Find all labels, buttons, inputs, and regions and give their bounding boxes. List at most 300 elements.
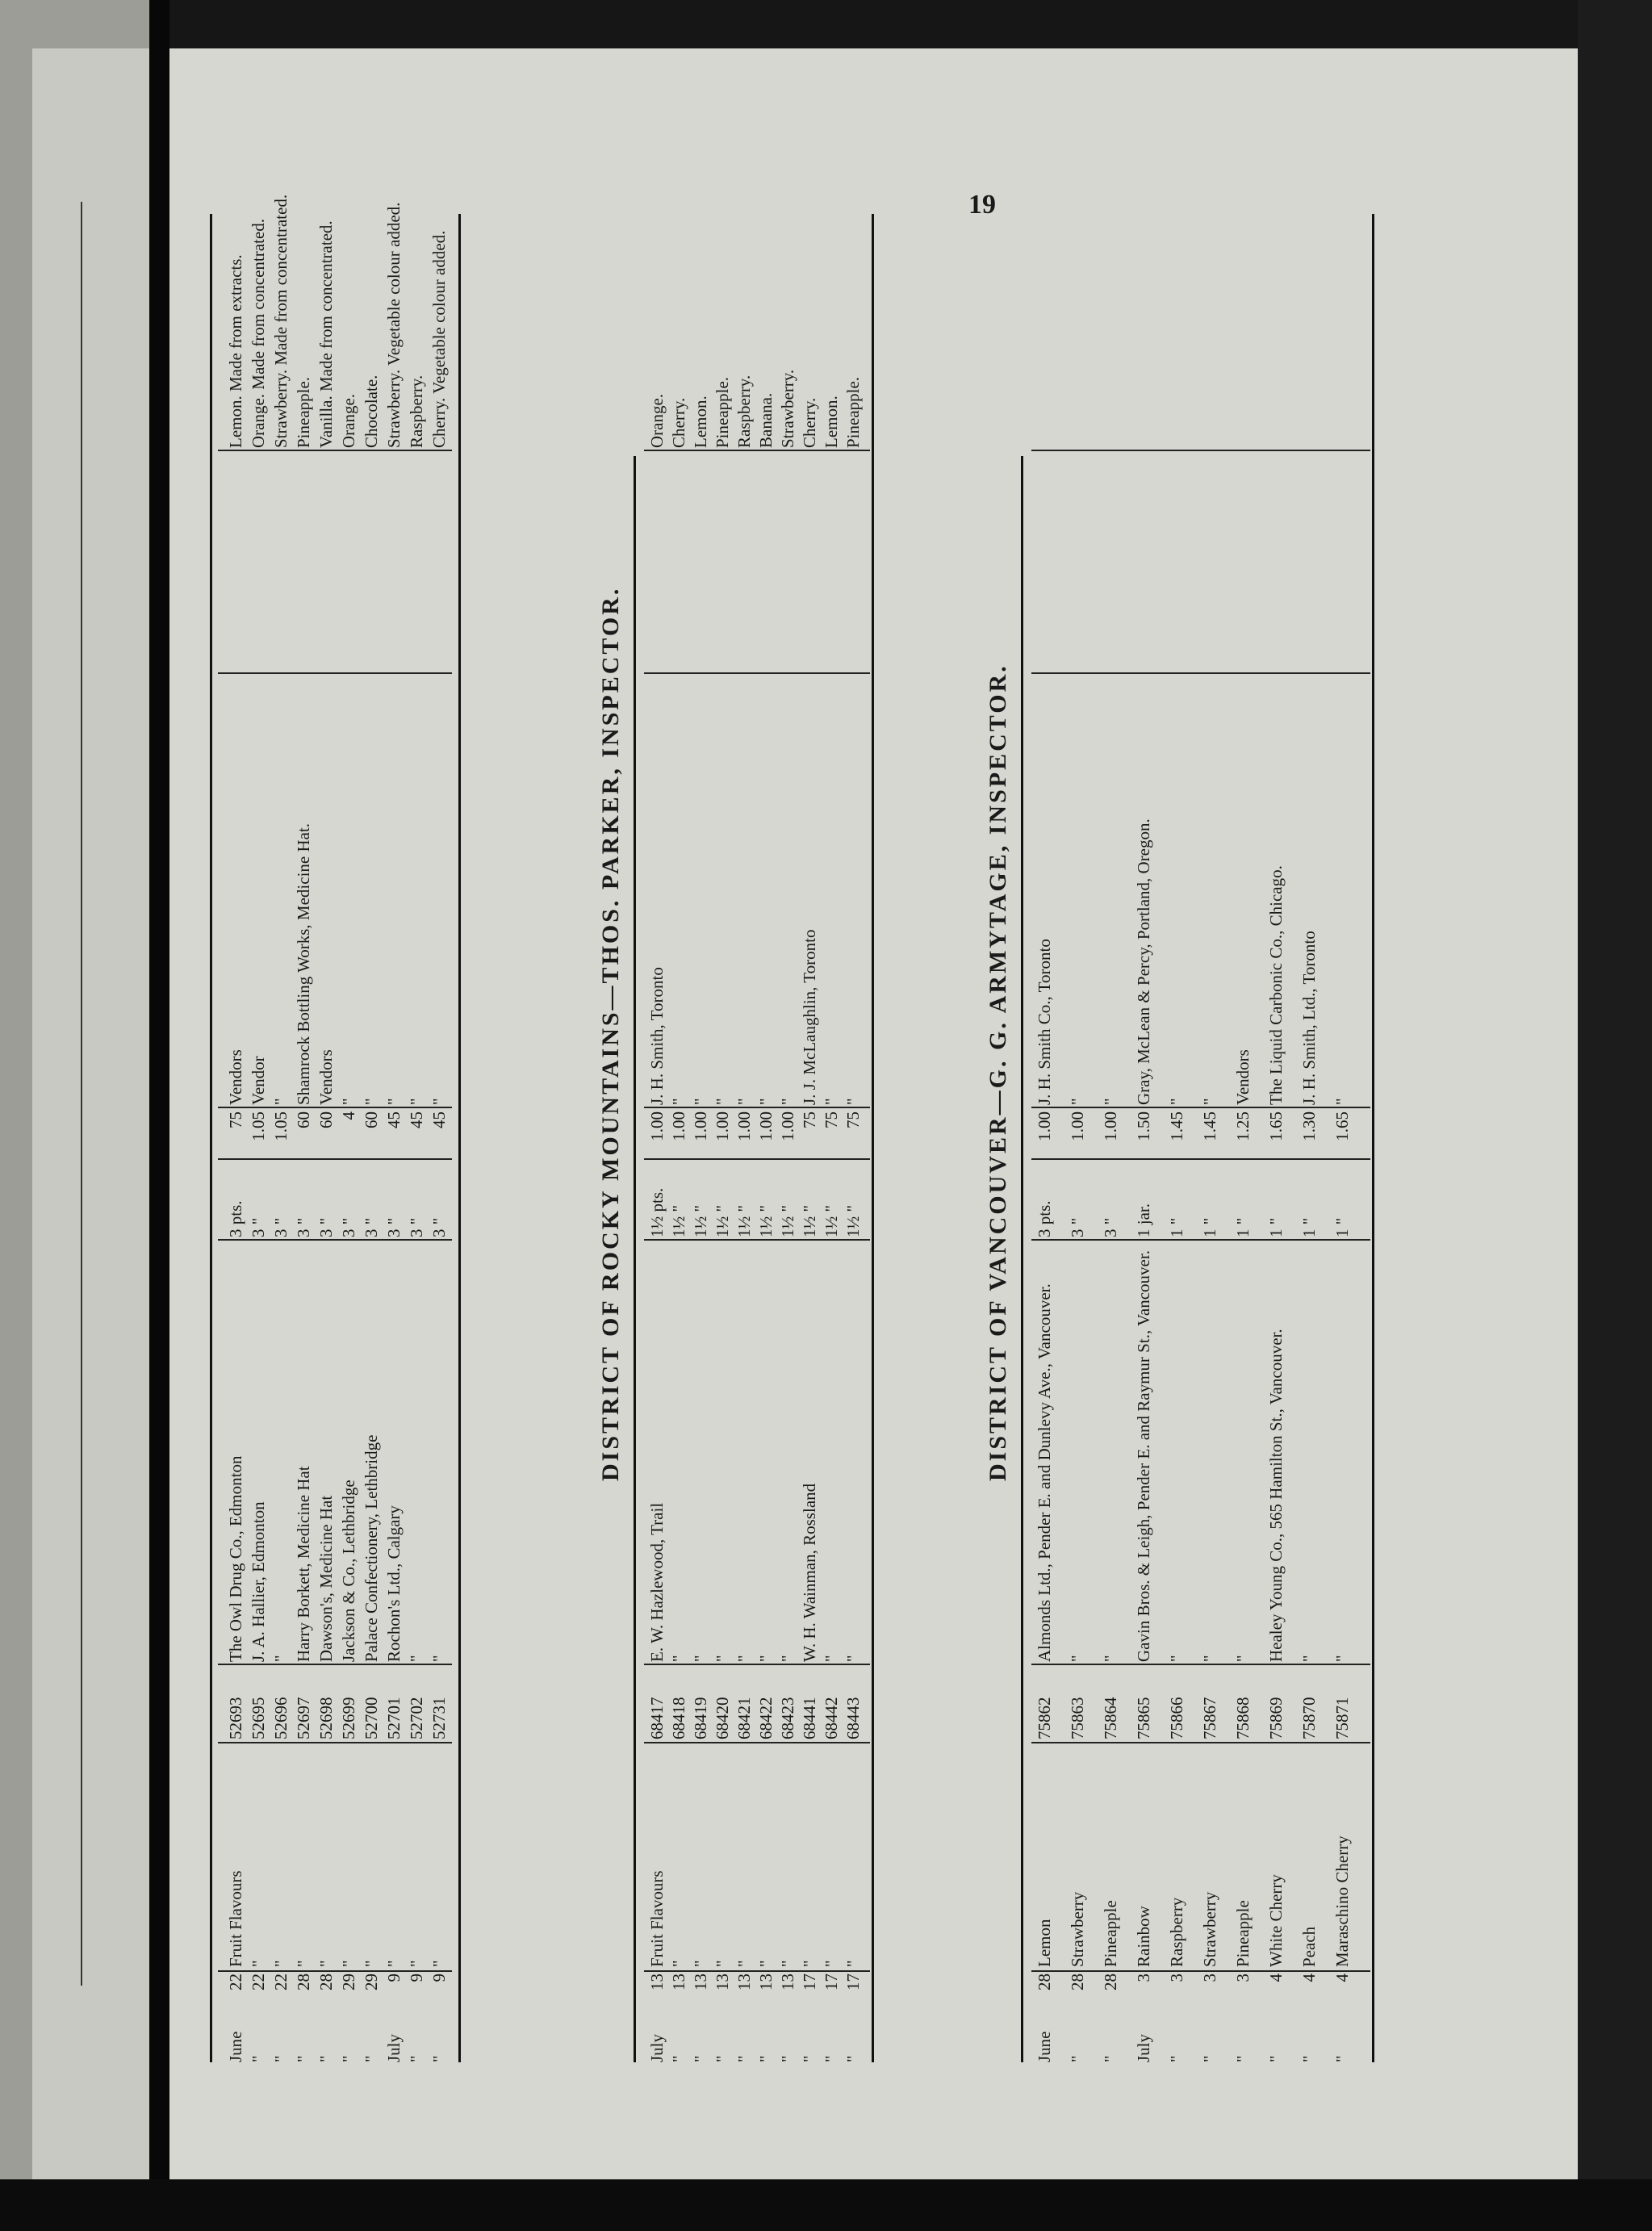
cell-maker: Vendors [316,1049,336,1105]
cell-price: 4 [339,1111,358,1120]
cell-article: " [691,1960,710,1967]
table-row [1134,214,1153,2062]
cell-dealer: " [271,1655,291,1662]
cell-qty: 1½ " [734,1204,754,1237]
cell-remarks: Orange. [647,393,667,448]
cell-month: " [778,2055,797,2062]
cell-month: " [362,2055,381,2062]
cell-no: 52699 [339,1697,358,1739]
cell-article: " [734,1960,754,1967]
cell-price: 75 [800,1111,819,1128]
cell-qty: 1½ " [756,1204,776,1237]
cell-day: 3 [1233,1974,1253,1982]
table-row [1332,214,1352,2062]
cell-day: 13 [691,1974,710,1990]
cell-maker: " [1167,1098,1186,1105]
cell-maker: " [713,1098,732,1105]
cell-month: " [271,2055,291,2062]
cell-remarks: Cherry. Vegetable colour added. [429,230,449,448]
cell-price: 1.00 [691,1111,710,1141]
cell-remarks: Orange. Made from concentrated. [249,219,268,448]
cell-no: 75868 [1233,1697,1253,1739]
cell-day: 9 [384,1974,404,1982]
previous-page-paper [32,48,149,2179]
table-row [800,214,819,2062]
column-rule [644,672,870,674]
cell-article: Fruit Flavours [226,1870,245,1967]
cell-month: " [713,2055,732,2062]
column-rule [1031,1970,1370,1972]
cell-month: " [756,2055,776,2062]
cell-remarks: Lemon. Made from extracts. [226,254,245,448]
cell-month: " [1332,2055,1352,2062]
cell-no: 68441 [800,1697,819,1739]
cell-dealer: J. A. Hallier, Edmonton [249,1501,268,1662]
cell-day: 17 [800,1974,819,1990]
cell-price: 45 [407,1111,426,1128]
table-row [1233,214,1253,2062]
cell-price: 45 [384,1111,404,1128]
cell-price: 1.25 [1233,1111,1253,1141]
cell-price: 1.00 [778,1111,797,1141]
cell-remarks: Vanilla. Made from concentrated. [316,220,336,448]
cell-article: " [316,1960,336,1967]
page-gutter [149,0,169,2231]
cell-dealer: Jackson & Co., Lethbridge [339,1480,358,1662]
cell-dealer: Dawson's, Medicine Hat [316,1495,336,1662]
cell-maker: " [1200,1098,1219,1105]
table-row [1068,214,1087,2062]
cell-no: 52698 [316,1697,336,1739]
cell-price: 75 [226,1111,245,1128]
cell-no: 75862 [1035,1697,1054,1739]
cell-day: 3 [1167,1974,1186,1982]
cell-price: 75 [822,1111,841,1128]
table-row [734,214,754,2062]
cell-no: 75866 [1167,1697,1186,1739]
cell-no: 52697 [294,1697,313,1739]
table-row [249,214,268,2062]
cell-qty: 3 " [384,1217,404,1237]
cell-dealer: Almonds Ltd., Pender E. and Dunlevy Ave., Vancouver. [1035,1283,1054,1662]
cell-qty: 1½ " [800,1204,819,1237]
cell-qty: 1½ " [669,1204,688,1237]
column-rule [1031,672,1370,674]
cell-maker: J. H. Smith Co., Toronto [1035,939,1054,1105]
cell-remarks: Cherry. [800,397,819,448]
cell-maker: " [1332,1098,1352,1105]
cell-no: 68418 [669,1697,688,1739]
cell-article: " [294,1960,313,1967]
cell-maker: Shamrock Bottling Works, Medicine Hat. [294,822,313,1105]
cell-day: 4 [1332,1974,1352,1982]
cell-price: 1.30 [1299,1111,1319,1141]
column-rule [644,1664,870,1665]
cell-price: 1.00 [713,1111,732,1141]
cell-maker: " [822,1098,841,1105]
cell-article: " [756,1960,776,1967]
cell-no: 68417 [647,1697,667,1739]
cell-no: 75863 [1068,1697,1087,1739]
cell-no: 68420 [713,1697,732,1739]
column-rule [218,1239,452,1241]
cell-qty: 3 " [316,1217,336,1237]
cell-article: " [271,1960,291,1967]
cell-day: 29 [339,1974,358,1990]
cell-maker: " [271,1098,291,1105]
cell-maker: " [429,1098,449,1105]
cell-day: 22 [271,1974,291,1990]
cell-dealer: " [1299,1655,1319,1662]
cell-article: " [384,1960,404,1967]
cell-month: " [800,2055,819,2062]
cell-day: 17 [843,1974,863,1990]
cell-no: 52701 [384,1697,404,1739]
cell-price: 60 [362,1111,381,1128]
cell-dealer: " [1233,1655,1253,1662]
cell-article: Pineapple [1233,1900,1253,1967]
cell-dealer: " [1101,1655,1120,1662]
table-row [429,214,449,2062]
cell-no: 68423 [778,1697,797,1739]
cell-remarks: Orange. [339,393,358,448]
cell-dealer: The Owl Drug Co., Edmonton [226,1455,245,1662]
rotated-table-block [218,194,1388,2062]
cell-no: 52696 [271,1697,291,1739]
column-rule [218,1158,452,1160]
cell-dealer: " [429,1655,449,1662]
previous-page-edge [0,0,149,2231]
cell-qty: 1 " [1233,1217,1253,1237]
section-top-rule [210,214,212,2062]
cell-price: 45 [429,1111,449,1128]
cell-no: 75870 [1299,1697,1319,1739]
cell-maker: " [384,1098,404,1105]
cell-maker: Gray, McLean & Percy, Portland, Oregon. [1134,818,1153,1105]
cell-dealer: " [734,1655,754,1662]
cell-price: 1.50 [1134,1111,1153,1141]
table-row [294,214,313,2062]
cell-no: 75867 [1200,1697,1219,1739]
table-row [362,214,381,2062]
cell-month: June [1035,2031,1054,2062]
cell-price: 75 [843,1111,863,1128]
cell-article: " [249,1960,268,1967]
cell-article: Peach [1299,1926,1319,1967]
cell-maker: Vendors [1233,1049,1253,1105]
cell-qty: 1½ " [713,1204,732,1237]
cell-maker: " [734,1098,754,1105]
cell-month: " [316,2055,336,2062]
cell-qty: 1½ " [822,1204,841,1237]
page-bottom-edge [0,2179,1652,2231]
cell-price: 1.65 [1332,1111,1352,1141]
table-row [1101,214,1120,2062]
table-row [691,214,710,2062]
cell-article: Pineapple [1101,1900,1120,1967]
cell-remarks: Pineapple. [294,376,313,448]
cell-maker: J. H. Smith, Ltd., Toronto [1299,931,1319,1105]
cell-qty: 1 " [1266,1217,1286,1237]
column-rule [644,450,870,451]
cell-qty: 1½ " [843,1204,863,1237]
cell-day: 13 [756,1974,776,1990]
cell-month: " [691,2055,710,2062]
cell-article: " [429,1960,449,1967]
cell-no: 68442 [822,1697,841,1739]
cell-qty: 3 " [339,1217,358,1237]
table-row [1266,214,1286,2062]
cell-day: 22 [226,1974,245,1990]
cell-price: 1.05 [271,1111,291,1141]
cell-day: 28 [316,1974,336,1990]
section-top-rule [1021,456,1023,2062]
cell-remarks: Lemon. [822,396,841,448]
column-rule [1031,1664,1370,1665]
cell-no: 52695 [249,1697,268,1739]
column-rule [644,1239,870,1241]
cell-no: 52693 [226,1697,245,1739]
cell-price: 1.00 [756,1111,776,1141]
section-bottom-rule [1372,214,1374,2062]
cell-day: 28 [1035,1974,1054,1990]
cell-dealer: " [756,1655,776,1662]
table-row [271,194,291,2062]
cell-day: 17 [822,1974,841,1990]
cell-maker: " [339,1098,358,1105]
cell-price: 60 [294,1111,313,1128]
cell-qty: 3 " [1101,1217,1120,1237]
cell-article: " [843,1960,863,1967]
table-row [822,214,841,2062]
cell-qty: 3 " [429,1217,449,1237]
district-title: DISTRICT OF VANCOUVER—G. G. ARMYTAGE, INSPECTOR. [985,663,1011,1481]
cell-maker: " [407,1098,426,1105]
table-row [1299,214,1319,2062]
cell-price: 1.45 [1200,1111,1219,1141]
table-row [778,214,797,2062]
cell-article: " [778,1960,797,1967]
cell-maker: Vendors [226,1049,245,1105]
cell-no: 68419 [691,1697,710,1739]
cell-article: Maraschino Cherry [1332,1835,1352,1967]
cell-dealer: " [843,1655,863,1662]
cell-qty: 1 " [1167,1217,1186,1237]
cell-maker: " [669,1098,688,1105]
cell-day: 13 [734,1974,754,1990]
cell-day: 28 [294,1974,313,1990]
cell-qty: 1½ pts. [647,1187,667,1237]
cell-day: 22 [249,1974,268,1990]
cell-remarks: Banana. [756,392,776,448]
cell-day: 28 [1101,1974,1120,1990]
cell-price: 60 [316,1111,336,1128]
cell-article: Raspberry [1167,1897,1186,1967]
cell-article: White Cherry [1266,1874,1286,1967]
column-rule [1031,1158,1370,1160]
column-rule [644,1970,870,1972]
cell-month: " [734,2055,754,2062]
cell-dealer: " [1167,1655,1186,1662]
table-row [384,202,404,2062]
cell-day: 13 [713,1974,732,1990]
cell-remarks: Pineapple. [843,376,863,448]
cell-remarks: Strawberry. Vegetable colour added. [384,202,404,448]
cell-remarks: Chocolate. [362,375,381,448]
cell-month: June [226,2031,245,2062]
cell-maker: " [1068,1098,1087,1105]
cell-article: " [669,1960,688,1967]
previous-page-rule [81,202,82,1986]
cell-maker: " [843,1098,863,1105]
table-row [1167,214,1186,2062]
cell-month: " [407,2055,426,2062]
table-row [647,214,667,2062]
table-row [669,214,688,2062]
cell-qty: 3 pts. [1035,1200,1054,1237]
cell-maker: " [691,1098,710,1105]
cell-article: " [822,1960,841,1967]
cell-remarks: Lemon. [691,396,710,448]
cell-qty: 3 " [1068,1217,1087,1237]
cell-no: 68421 [734,1697,754,1739]
cell-month: " [1200,2055,1219,2062]
cell-qty: 1 jar. [1134,1203,1153,1237]
column-rule [218,450,452,451]
cell-dealer: " [1332,1655,1352,1662]
cell-remarks: Raspberry. [734,375,754,448]
cell-qty: 3 " [407,1217,426,1237]
cell-maker: " [1101,1098,1120,1105]
cell-remarks: Strawberry. [778,369,797,448]
cell-day: 4 [1266,1974,1286,1982]
cell-maker: The Liquid Carbonic Co., Chicago. [1266,865,1286,1105]
column-rule [644,1742,870,1743]
section-bottom-rule [458,214,461,2062]
cell-price: 1.45 [1167,1111,1186,1141]
table-row [339,214,358,2062]
cell-qty: 1½ " [778,1204,797,1237]
cell-qty: 3 " [294,1217,313,1237]
district-title: DISTRICT OF ROCKY MOUNTAINS—THOS. PARKER, INSPECTOR. [597,586,624,1481]
cell-qty: 1 " [1200,1217,1219,1237]
cell-month: July [1134,2033,1153,2062]
cell-qty: 3 " [362,1217,381,1237]
cell-article: Fruit Flavours [647,1870,667,1967]
section-top-rule [634,456,636,2062]
cell-no: 75869 [1266,1697,1286,1739]
cell-month: " [1266,2055,1286,2062]
cell-price: 1.00 [1068,1111,1087,1141]
cell-day: 3 [1134,1974,1153,1982]
table-row [407,214,426,2062]
cell-month: " [339,2055,358,2062]
cell-remarks: Strawberry. Made from concentrated. [271,194,291,448]
cell-dealer: " [1200,1655,1219,1662]
column-rule [218,1107,452,1108]
cell-no: 68422 [756,1697,776,1739]
cell-day: 4 [1299,1974,1319,1982]
cell-qty: 1½ " [691,1204,710,1237]
cell-remarks: Pineapple. [713,376,732,448]
cell-day: 9 [429,1974,449,1982]
cell-remarks: Raspberry. [407,375,426,448]
cell-dealer: " [407,1655,426,1662]
cell-article: Strawberry [1068,1891,1087,1967]
cell-dealer: Rochon's Ltd., Calgary [384,1505,404,1662]
cell-dealer: " [822,1655,841,1662]
table-row [316,214,336,2062]
cell-dealer: W. H. Wainman, Rossland [800,1483,819,1662]
cell-month: " [1101,2055,1120,2062]
cell-no: 52731 [429,1697,449,1739]
column-rule [644,1107,870,1108]
cell-month: July [384,2033,404,2062]
cell-month: " [843,2055,863,2062]
cell-month: " [822,2055,841,2062]
cell-remarks: Cherry. [669,397,688,448]
cell-article: Lemon [1035,1919,1054,1967]
column-rule [1031,1239,1370,1241]
cell-month: " [249,2055,268,2062]
cell-month: " [429,2055,449,2062]
cell-dealer: Palace Confectionery, Lethbridge [362,1434,381,1662]
table-row [1035,214,1054,2062]
cell-maker: " [778,1098,797,1105]
cell-article: Strawberry [1200,1891,1219,1967]
cell-dealer: Harry Borkett, Medicine Hat [294,1466,313,1662]
cell-article: " [362,1960,381,1967]
cell-month: " [1167,2055,1186,2062]
cell-article: " [407,1960,426,1967]
cell-no: 68443 [843,1697,863,1739]
cell-maker: J. J. McLaughlin, Toronto [800,929,819,1105]
cell-price: 1.00 [734,1111,754,1141]
cell-price: 1.00 [647,1111,667,1141]
page-right-edge [1578,0,1652,2231]
column-rule [644,1158,870,1160]
cell-dealer: Healey Young Co., 565 Hamilton St., Vancouver. [1266,1329,1286,1662]
cell-day: 29 [362,1974,381,1990]
page-number: 19 [968,190,996,220]
cell-month: " [1068,2055,1087,2062]
cell-article: " [339,1960,358,1967]
cell-price: 1.05 [249,1111,268,1141]
column-rule [218,1664,452,1665]
cell-month: " [669,2055,688,2062]
cell-day: 13 [647,1974,667,1990]
cell-month: " [294,2055,313,2062]
cell-day: 13 [778,1974,797,1990]
cell-month: " [1299,2055,1319,2062]
cell-no: 75871 [1332,1697,1352,1739]
cell-dealer: E. W. Hazlewood, Trail [647,1502,667,1662]
table-row [756,214,776,2062]
cell-no: 75864 [1101,1697,1120,1739]
table-row [226,214,245,2062]
cell-day: 9 [407,1974,426,1982]
cell-month: " [1233,2055,1253,2062]
cell-maker: " [362,1098,381,1105]
cell-dealer: " [713,1655,732,1662]
column-rule [218,672,452,674]
cell-article: Rainbow [1134,1906,1153,1967]
cell-no: 52700 [362,1697,381,1739]
cell-maker: Vendor [249,1056,268,1105]
cell-no: 75865 [1134,1697,1153,1739]
cell-price: 1.65 [1266,1111,1286,1141]
cell-no: 52702 [407,1697,426,1739]
